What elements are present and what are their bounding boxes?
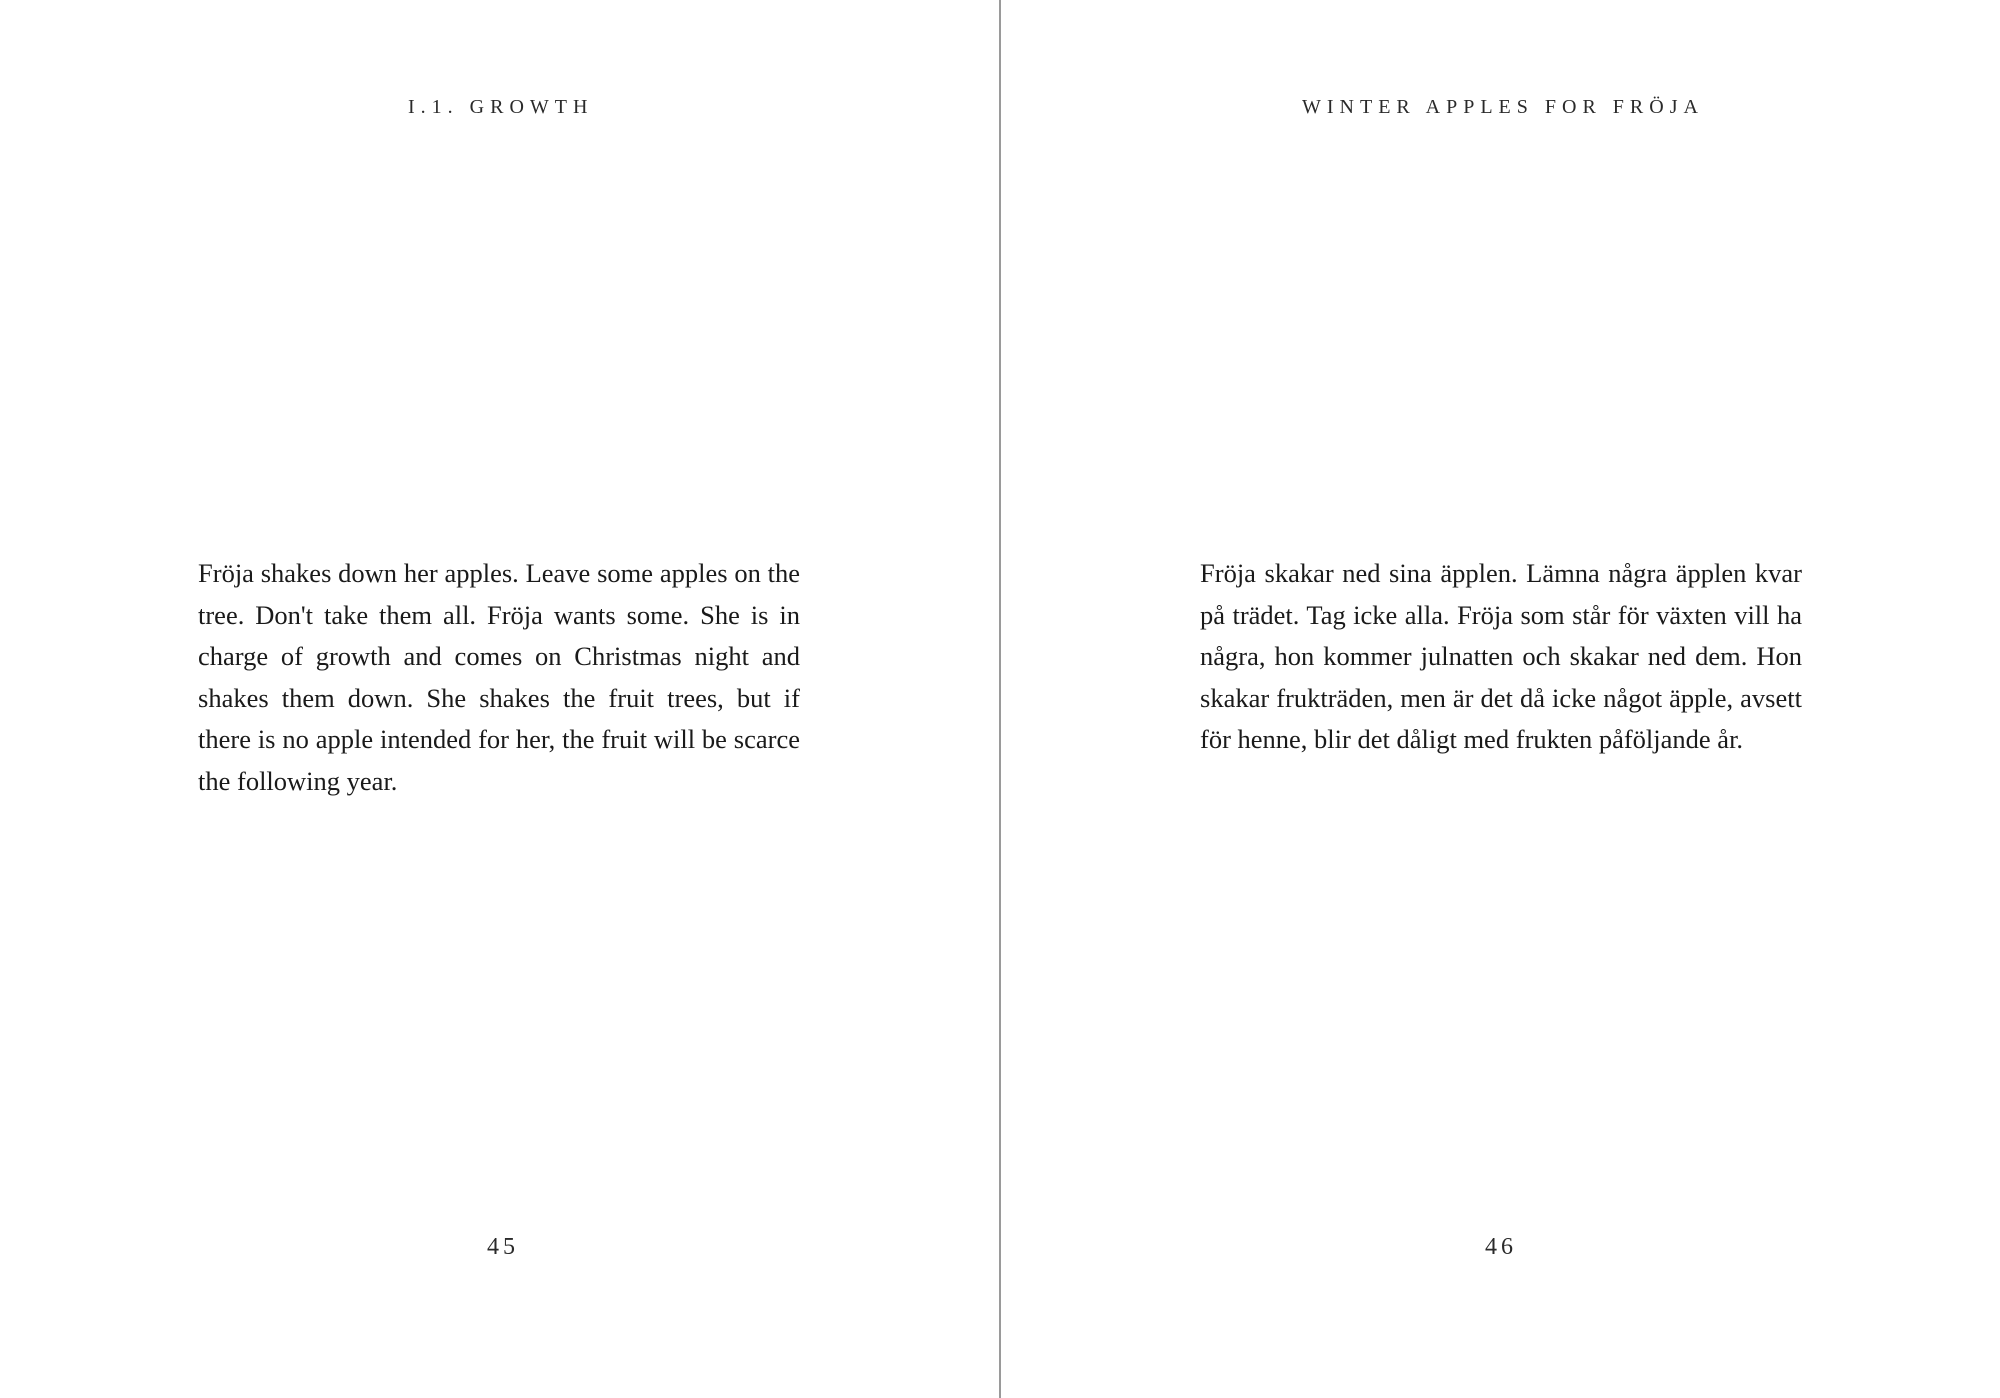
body-text-right: Fröja skakar ned sina äpplen. Lämna några äpplen kvar på trädet. Tag icke alla. Fröja som står för växten vill ha några, hon kommer julnatten och skakar ned dem. Hon skakar frukträden, men är det då icke något äpple, avsett för henne, blir det dåligt med frukten påföljande år. [1200, 558, 1802, 755]
running-head-right: WINTER APPLES FOR FRÖJA [1302, 96, 1704, 118]
page-number-left: 45 [487, 1234, 519, 1260]
running-head-left: I.1. GROWTH [408, 96, 594, 118]
body-text-left: Fröja shakes down her apples. Leave some apples on the tree. Don't take them all. Fröja wants some. She is in charge of growth and comes on Christmas night and shakes them down. She shakes the fruit trees, but if there is no apple intended for her, the fruit will be scarce the following year. [198, 558, 800, 796]
page-number-right: 46 [1485, 1234, 1517, 1260]
right-page [1002, 0, 2000, 1398]
spine-divider [999, 0, 1001, 1398]
